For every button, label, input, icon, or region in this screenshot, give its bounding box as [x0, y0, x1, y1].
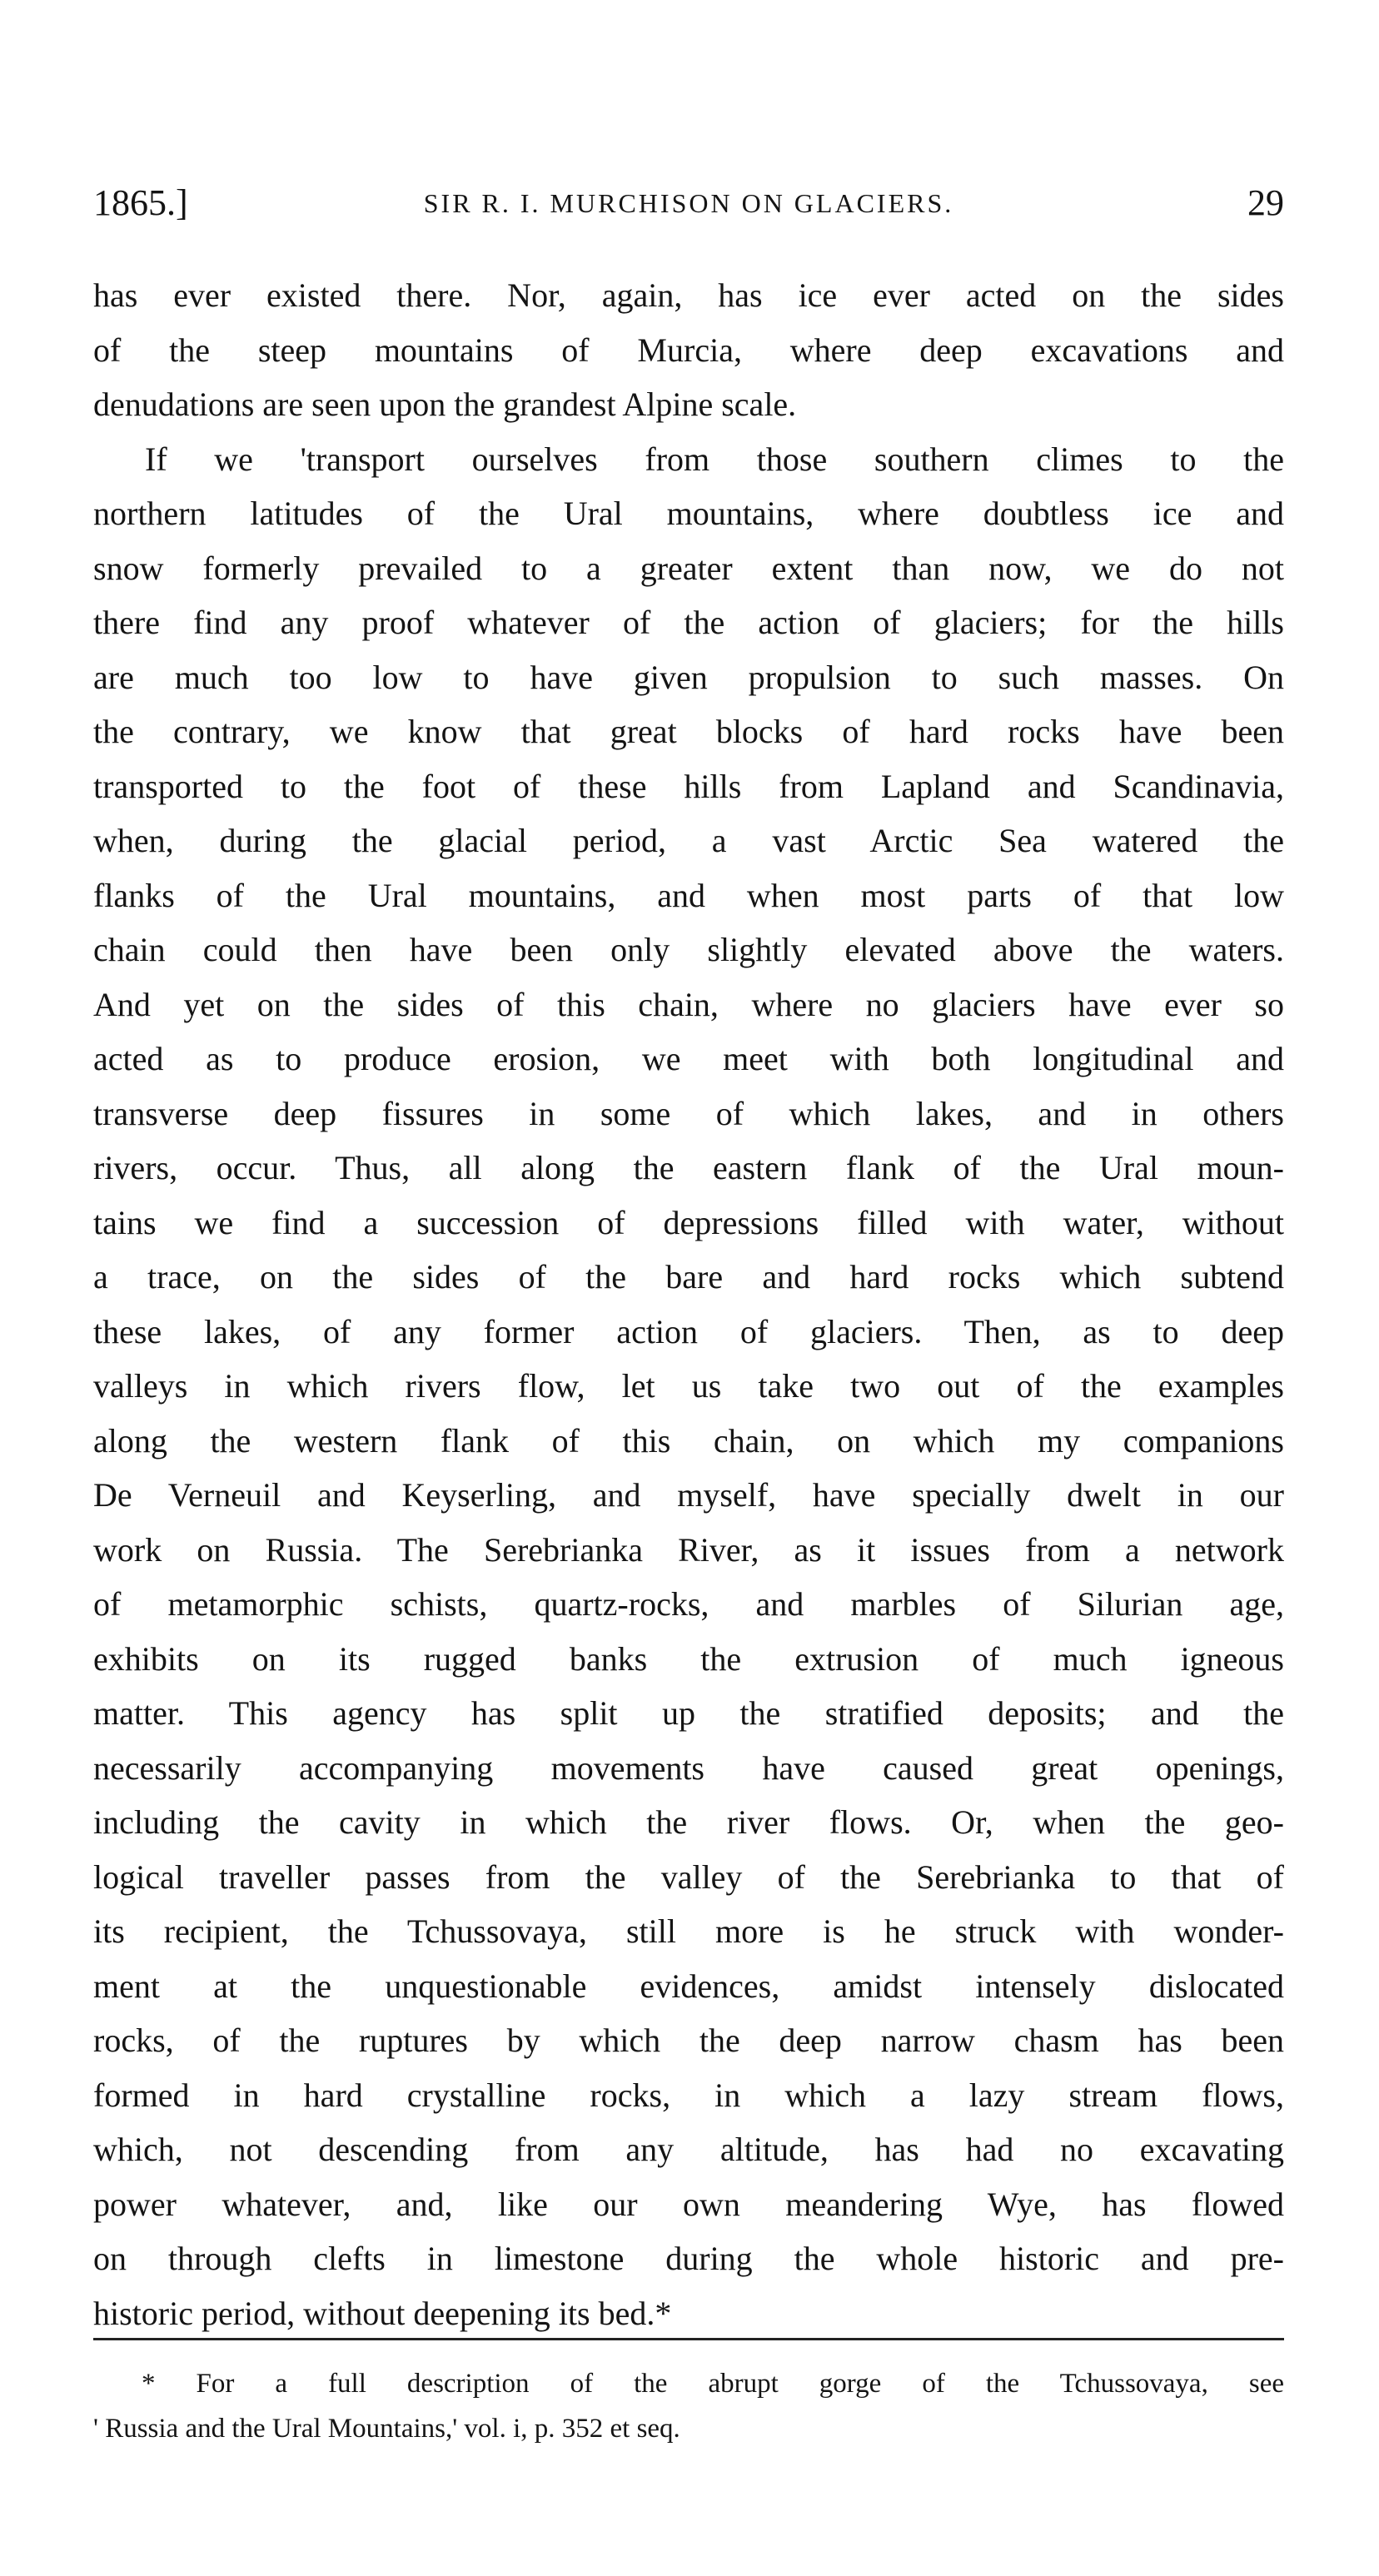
- text-line: which, not descending from any altitude, has had no excavating: [93, 2131, 1284, 2168]
- footnotes: [93, 2361, 1284, 2451]
- running-head-year: 1865.]: [93, 182, 188, 223]
- text-line: matter. This agency has split up the stratified deposits; and the: [93, 1694, 1284, 1732]
- text-line: rocks, of the ruptures by which the deep narrow chasm has been: [93, 2022, 1284, 2059]
- running-head-title: SIR R. I. MURCHISON ON GLACIERS.: [423, 188, 954, 218]
- text-line: of metamorphic schists, quartz-rocks, and marbles of Silurian age,: [93, 1585, 1284, 1623]
- text-line: tains we find a succession of depressions filled with water, without: [93, 1203, 1284, 1241]
- text-line: of the steep mountains of Murcia, where deep excavations and: [93, 331, 1284, 369]
- text-line: has ever existed there. Nor, again, has ice ever acted on the sides: [93, 276, 1284, 314]
- text-line: on through clefts in limestone during the whole historic and pre-: [93, 2240, 1284, 2277]
- running-head: [93, 178, 1284, 228]
- text-line: chain could then have been only slightly elevated above the waters.: [93, 931, 1284, 968]
- text-line: valleys in which rivers flow, let us take two out of the examples: [93, 1367, 1284, 1405]
- text-line: power whatever, and, like our own meandering Wye, has flowed: [93, 2185, 1284, 2223]
- text-line: If we 'transport ourselves from those southern climes to the: [145, 440, 1284, 478]
- text-line: work on Russia. The Serebrianka River, as it issues from a network: [93, 1530, 1284, 1569]
- text-line: necessarily accompanying movements have caused great openings,: [93, 1748, 1284, 1787]
- footnote-line: ' Russia and the Ural Mountains,' vol. i, p. 352 et seq.: [93, 2414, 680, 2444]
- text-line: northern latitudes of the Ural mountains, where doubtless ice and: [93, 495, 1284, 532]
- text-line: historic period, without deepening its bed.*: [93, 2294, 672, 2332]
- footnote-line: * For a full description of the abrupt gorge of the Tchussovaya, see: [142, 2369, 1284, 2399]
- body-text: [93, 268, 1284, 2340]
- text-line: formed in hard crystalline rocks, in which a lazy stream flows,: [93, 2076, 1284, 2114]
- text-line: And yet on the sides of this chain, where no glaciers have ever so: [93, 985, 1284, 1023]
- text-line: flanks of the Ural mountains, and when most parts of that low: [93, 876, 1284, 914]
- text-line: a trace, on the sides of the bare and hard rocks which subtend: [93, 1258, 1284, 1295]
- footnote-divider: [93, 2338, 1284, 2340]
- text-line: acted as to produce erosion, we meet with both longitudinal and: [93, 1040, 1284, 1077]
- text-line: the contrary, we know that great blocks of hard rocks have been: [93, 713, 1284, 750]
- text-line: are much too low to have given propulsion to such masses. On: [93, 658, 1284, 696]
- text-line: denudations are seen upon the grandest Alpine scale.: [93, 385, 797, 423]
- text-line: when, during the glacial period, a vast Arctic Sea watered the: [93, 822, 1284, 859]
- text-line: logical traveller passes from the valley of the Serebrianka to that of: [93, 1857, 1284, 1896]
- text-line: ment at the unquestionable evidences, amidst intensely dislocated: [93, 1967, 1284, 2005]
- text-line: these lakes, of any former action of glaciers. Then, as to deep: [93, 1312, 1284, 1350]
- text-line: De Verneuil and Keyserling, and myself, have specially dwelt in our: [93, 1476, 1284, 1514]
- text-line: rivers, occur. Thus, all along the eastern flank of the Ural moun-: [93, 1149, 1284, 1186]
- page-number: 29: [1247, 182, 1284, 223]
- text-line: its recipient, the Tchussovaya, still more is he struck with wonder-: [93, 1912, 1284, 1950]
- text-line: snow formerly prevailed to a greater extent than now, we do not: [93, 549, 1284, 587]
- text-line: along the western flank of this chain, on which my companions: [93, 1421, 1284, 1460]
- text-line: including the cavity in which the river flows. Or, when the geo-: [93, 1803, 1284, 1841]
- text-line: there find any proof whatever of the action of glaciers; for the hills: [93, 604, 1284, 641]
- text-line: exhibits on its rugged banks the extrusion of much igneous: [93, 1639, 1284, 1678]
- text-line: transverse deep fissures in some of which lakes, and in others: [93, 1094, 1284, 1132]
- text-line: transported to the foot of these hills from Lapland and Scandinavia,: [93, 767, 1284, 805]
